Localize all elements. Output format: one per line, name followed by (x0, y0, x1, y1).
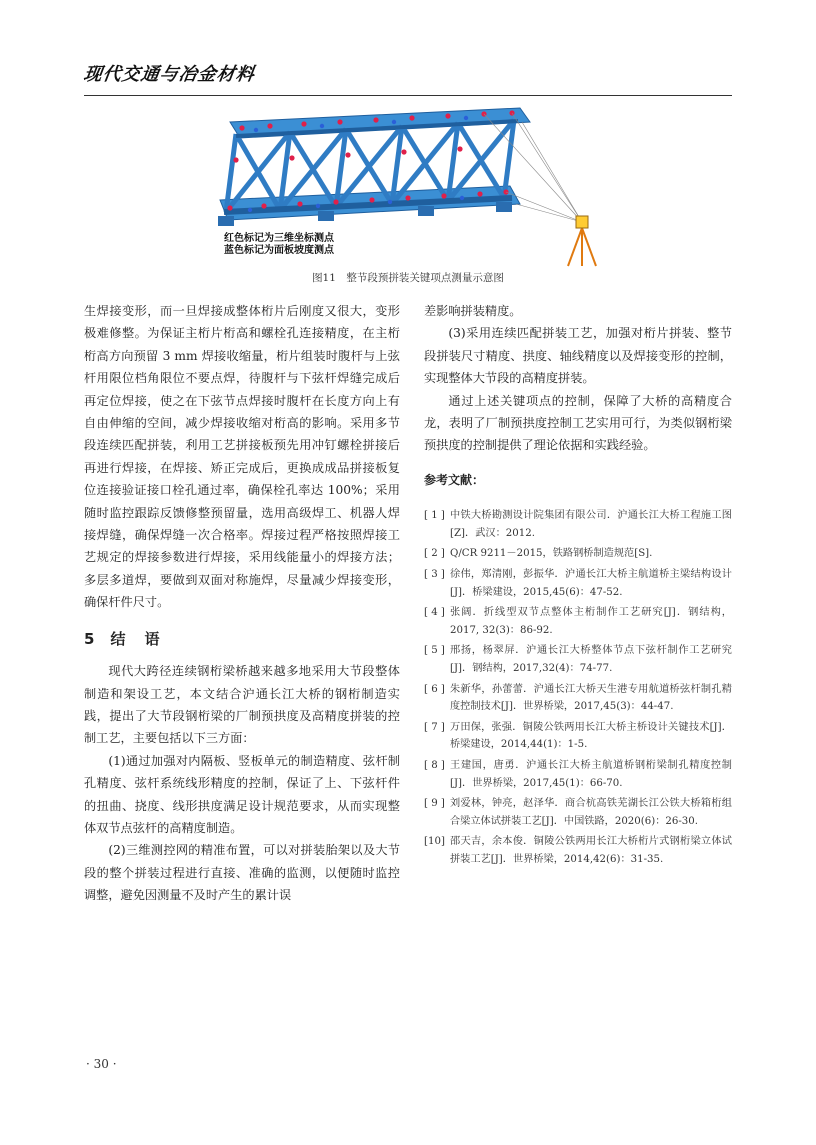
reference-text: 张阔．折线型双节点整体主桁制作工艺研究[J]．钢结构，2017, 32(3)：86-92. (450, 607, 732, 636)
section-number: 5 (84, 629, 97, 648)
references-title: 参考文献： (424, 472, 485, 487)
reference-text: 刘爱林，钟亮，赵泽华．商合杭高铁芜湖长江公铁大桥箱桁组合梁立体试拼装工艺[J]．中国铁路，2020(6)：26-30. (450, 798, 732, 827)
reference-text: 徐伟，郑清刚，彭振华．沪通长江大桥主航道桥主梁结构设计[J]．桥梁建设，2015,45(6)：47-52. (450, 569, 732, 598)
reference-number: [ 7 ] (424, 721, 445, 733)
total-station-head (576, 216, 588, 228)
reference-item (424, 566, 732, 601)
reference-number: [ 8 ] (424, 759, 445, 771)
body-paragraph: 通过上述关键项点的控制，保障了大桥的高精度合龙，表明了厂制预拱度控制工艺实用可行，为类似钢桁梁预拱度的控制提供了理论依据和实践经验。 (424, 393, 732, 453)
reference-item (424, 545, 732, 563)
body-paragraph: (2)三维测控网的精准布置，可以对拼装胎架以及大节段的整个拼装过程进行直接、准确的监测，以便随时监控调整，避免因测量不及时产生的累计误 (84, 843, 400, 903)
reference-item (424, 507, 732, 542)
reference-text: 万田保，张强．铜陵公铁两用长江大桥主桥设计关键技术[J]．桥梁建设，2014,44(1)：1-5. (450, 721, 732, 751)
reference-item (424, 795, 732, 830)
references-list (424, 507, 732, 868)
reference-item (424, 757, 732, 792)
reference-number: [ 6 ] (424, 683, 445, 695)
reference-text: 朱新华，孙蕾蕾．沪通长江大桥天生港专用航道桥弦杆制孔精度控制技术[J]．世界桥梁，2017,45(3)：44-47. (450, 683, 732, 713)
reference-number: [ 9 ] (424, 798, 445, 810)
figure-truss-measurement (200, 100, 620, 270)
reference-item (424, 604, 732, 639)
left-column (84, 300, 400, 907)
total-station-icon (568, 228, 596, 266)
truss-illustration (200, 100, 620, 270)
reference-item (424, 833, 732, 868)
header-rule (84, 95, 732, 96)
reference-number: [ 2 ] (424, 548, 445, 560)
journal-logo: 现代交通与冶金材料 (82, 64, 257, 85)
reference-item (424, 719, 732, 754)
figure-legend-blue: 蓝色标记为面板坡度测点 (224, 245, 334, 256)
page-number: · 30 · (86, 1057, 117, 1071)
reference-text: 邵天吉，余本俊．铜陵公铁两用长江大桥桁片式钢桁梁立体试拼装工艺[J]．世界桥梁，2014,42(6)：31-35. (450, 836, 732, 865)
reference-item (424, 642, 732, 677)
reference-text: 王建国，唐勇．沪通长江大桥主航道桥钢桁梁制孔精度控制[J]．世界桥梁，2017,45(1)：66-70. (450, 759, 732, 789)
reference-number: [ 3 ] (424, 569, 445, 581)
body-paragraph: 现代大跨径连续钢桁梁桥越来越多地采用大节段整体制造和架设工艺，本文结合沪通长江大桥的钢桁制造实践，提出了大节段钢桁梁的厂制预拱度及高精度拼装的控制工艺，主要包括以下三方面： (84, 664, 400, 746)
body-paragraph: 差影响拼装精度。 (424, 304, 522, 318)
body-paragraph: (3)采用连续匹配拼装工艺，加强对桁片拼装、整节段拼装尺寸精度、拱度、轴线精度以及焊接变形的控制，实现整体大节段的高精度拼装。 (424, 326, 732, 386)
reference-item (424, 681, 732, 716)
reference-number: [ 4 ] (424, 607, 445, 619)
reference-number: [10] (424, 836, 445, 848)
body-paragraph: (1)通过加强对内隔板、竖板单元的制造精度、弦杆制孔精度、弦杆系统线形精度的控制，保证了上、下弦杆件的扭曲、挠度、线形拱度满足设计规范要求，从而实现整体双节点弦杆的高精度制造。 (84, 753, 400, 835)
body-paragraph: 生焊接变形，而一旦焊接成整体桁片后刚度又很大，变形极难修整。为保证主桁片桁高和螺栓孔连接精度，在主桁桁高方向预留 3 mm 焊接收缩量，桁片组装时腹杆与上弦杆用限位档角限位不要点焊，待腹杆与下弦杆焊缝完成后再定位焊接，使之在下弦节点焊接时腹杆在长度方向上有自由伸缩的空间，减少焊接收缩对桁高的影响。采用多节段连续匹配拼装，利用工艺拼接板预先用冲钉螺栓拼接后再进行焊接，在焊接、矫正完成后，更换成成品拼接板复位连接验证接口栓孔通过率，确保栓孔率达 100%；采用随时监控跟踪反馈修整预留量，选用高级焊工、机器人焊接焊缝，确保焊缝一次合格率。焊接过程严格按照焊接工艺规定的焊接参数进行焊接，采用线能量小的焊接方法；多层多道焊，要做到双面对称施焊，尽量减少焊接变形，确保杆件尺寸。 (84, 304, 400, 610)
reference-text: 邢扬，杨翠屏．沪通长江大桥整体节点下弦杆制作工艺研究[J]．钢结构，2017,32(4)：74-77. (450, 645, 732, 674)
reference-text: Q/CR 9211－2015，铁路钢桥制造规范[S]. (450, 548, 653, 560)
section-title: 结 语 (110, 629, 162, 648)
reference-number: [ 5 ] (424, 645, 445, 657)
reference-text: 中铁大桥勘测设计院集团有限公司．沪通长江大桥工程施工图[Z]．武汉：2012. (450, 510, 732, 539)
figure-legend-red: 红色标记为三维坐标测点 (224, 233, 334, 244)
right-column (424, 300, 732, 872)
section-heading (84, 628, 400, 650)
figure-caption: 图11 整节段预拼装关键项点测量示意图 (312, 272, 504, 284)
reference-number: [ 1 ] (424, 510, 445, 522)
